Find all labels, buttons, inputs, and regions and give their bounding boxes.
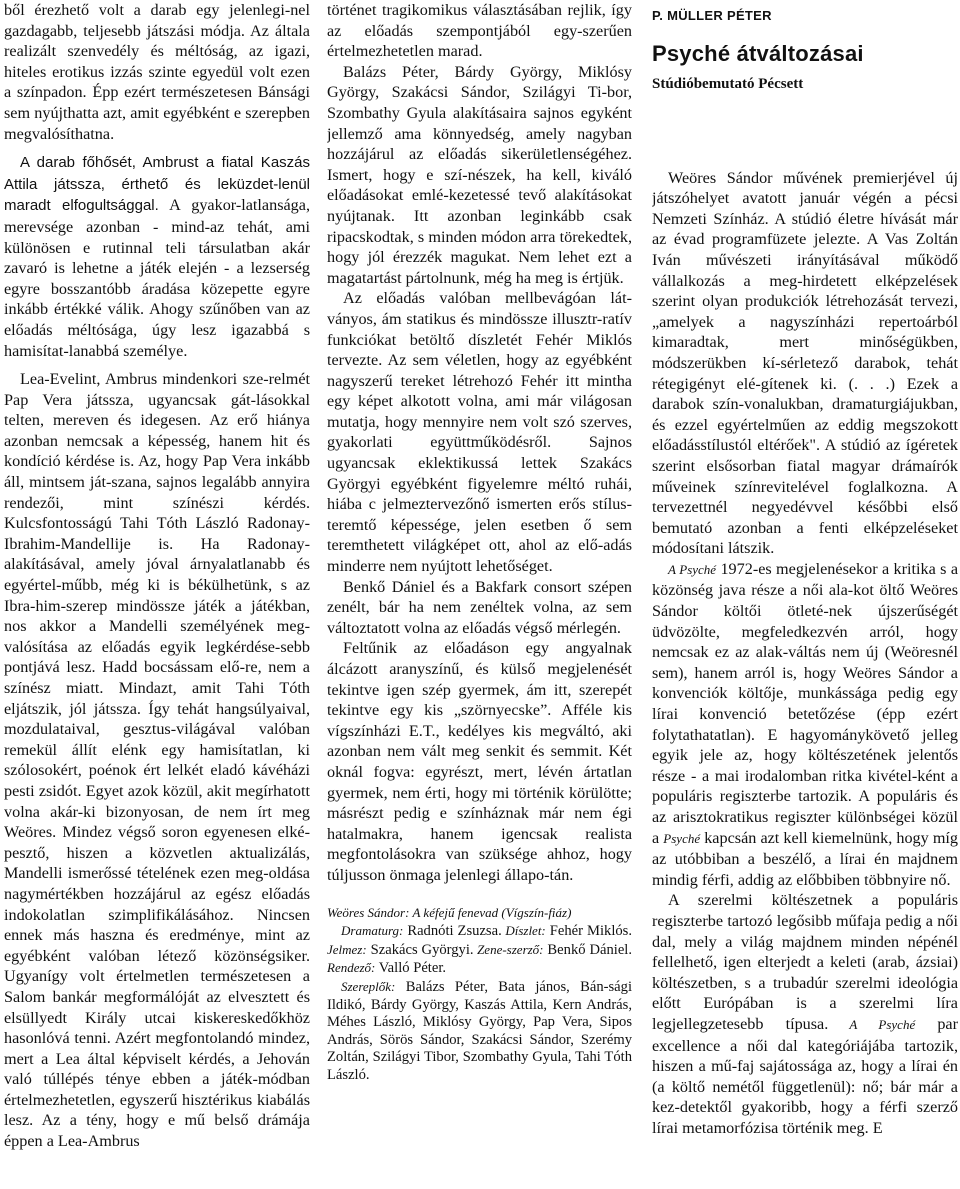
paragraph-text: A gyakor-latlansága, merevsége azonban - mind-az tehát, ami különösen e rutinnal teli társulatban akár zavaró is lehetne a játék elején - a lezserség egyre bosszantóbb áradása közepette egyre inkább értékké válik. Ahogy szűnőben van az előadás méltósága, úgy lesz igazabbá s hamisítat-lanabbá személye. xyxy=(4,196,310,360)
paragraph: A szerelmi költészetnek a populáris regiszterbe tartozó legősibb műfaja pedig a női dal, mely a világ majdnem minden népénél fellelhető, igen elterjedt a keleti (arab, ázsiai) költészetben, s a trubadúr szerelmi ideológia előtt Európában is a szerelmi líra legjellegzetesebb típusa. A Psyché par excellence a női dal kategóriájába tartozik, hiszen a mű-faj sajátossága az, hogy a lírai én (a költő nemétől függetlenül): nő; bár már a kez-detektől gyakoribb, hogy a férfi szerző lírai metamorfózisa történik meg. E xyxy=(652,891,958,1137)
article-subtitle: Stúdióbemutató Pécsett xyxy=(652,75,804,92)
credits-staff: Dramaturg: Radnóti Zsuzsa. Díszlet: Fehér Miklós. Jelmez: Szakács Györgyi. Zene-szerző: Benkő Dániel. Rendező: Valló Péter. xyxy=(327,923,632,977)
credits-play-title: Weöres Sándor: A kéfejű fenevad (Vígszín-fiáz) xyxy=(327,904,572,920)
paragraph: Az előadás valóban mellbevágóan lát-ványos, ám statikus és mindössze illusztr-ratív funkciókat betöltő díszletét Fehér Miklós tervezte. Az sem véletlen, hogy az egyébként nagyszerű tereket létrehozó Fehér itt mintha egy képet alkotott volna, ami már világosan mutatja, hogy mennyire nem volt szó szerves, gyakorlati együttműködésről. Sajnos ugyancsak eklektikussá lettek Szakács Györgyi egyébként figyelemre méltó ruhái, hiába c jelmeztervezőnő ismerten erős stílus-teremtő képessége, jelen esetben ő sem teremthetett világképet ott, ahol az elő-adás minderre nem nyújtott lehetőséget. xyxy=(327,289,632,576)
article-title: Psyché átváltozásai xyxy=(652,40,864,66)
credits-title xyxy=(327,904,632,923)
play-title-italic: Psyché xyxy=(663,830,701,846)
article-author: P. MÜLLER PÉTER xyxy=(652,8,772,23)
credits-cast: Szereplők: Balázs Péter, Bata jános, Bán-sági Ildikó, Bárdy György, Kaszás Attila, Kern András, Méhes László, Miklósy György, Pap Vera, Sipos András, Sörös Sándor, Szakácsi Sándor, Szerémy Zoltán, Szilágyi Tibor, Szombathy Gyula, Tahi Tóth László. xyxy=(327,978,632,1083)
article-column-left xyxy=(4,0,310,1189)
play-title-italic: A Psyché xyxy=(668,561,717,577)
paragraph-lead-sans: A darab főhősét, Ambrust a fiatal Kaszás Attila játssza, érthető és leküzdet-lenül maradt elfogultsággal. xyxy=(4,154,310,215)
paragraph: Benkő Dániel és a Bakfark consort szépen zenélt, bár ha nem zenéltek volna, az sem változtatott volna az előadás végső mérlegén. xyxy=(327,577,632,637)
paragraph: A Psyché 1972-es megjelenésekor a kritika s a közönség java része a női ala-kot öltő Weöres Sándor költői ötleté-nek újszerűségét üdvözölte, megfeledkezvén arról, hogy nemcsak ez az alak-váltás nem új (Weöresnél sem), hanem arról is, hogy Weöres Sándor a konvenciók költője, munkássága pedig egy lírai konvenció betetőzése (épp ezért folytathatatlan). E hagyománykövető jelleg egyik jele az, hogy költészetének jelentős része - a mai irodalomban ritka kivétel-ként a populáris regiszterbe tartozik. A populáris és az arisztokratikus regiszter különbségei közül a Psyché kapcsán azt kell kiemelnünk, hogy míg az utóbbiban a beszélő, a lírai én majdnem mindig férfi, addig az előbbiben többnyire nő. xyxy=(652,559,958,889)
paragraph: Balázs Péter, Bárdy György, Miklósy György, Szakácsi Sándor, Szilágyi Ti-bor, Szombathy Gyula alakításaira sajnos egyként jellemző ama könnyedség, amely nagyban hozzájárul az előadás sikerületlenségéhez. Ismert, hogy e szí-nészek, ha kell, kiváló előadásokat emlé-kezetessé tevő alakításokat nyújtanak. Itt azonban leginkább csak ripacskodtak, s minden módon arra törekedtek, hogy jól érezzék magukat. Nem lehet ezt a magatartást pártolnunk, még ha meg is értjük. xyxy=(327,62,632,287)
paragraph xyxy=(4,152,310,361)
paragraph: Feltűnik az előadáson egy angyalnak álcázott aranyszínű, és külső megjelenését tekintve igen szép gyermek, ám itt, szerepét tekintve egy kis „szörnyecske”. Afféle kis vígszínházi E.T., kedélyes kis megváltó, aki azonban nem vált meg senkit és semmit. Két oknál fogva: egyrészt, mert, lévén ártatlan gyermek, nem érti, hogy mi történik körülötte; másrészt pedig e színháznak már nem égi hatalmakra, hanem igencsak realista megfontolásokra van szüksége ahhoz, hogy túljusson önmaga jelenlegi állapo-tán. xyxy=(327,639,632,884)
paragraph: történet tragikomikus választásában rejlik, így az előadás szempontjából egy-szerűen értelmezhetetlen marad. xyxy=(327,1,632,61)
paragraph: ből érezhető volt a darab egy jelenlegi-nel gazdagabb, teljesebb játszási módja. Az általa realizált szenvedély és méltóság, az igazi, hiteles erotikus izzás szinte egyedül volt ezen a színpadon. Épp ezért természetesen Bánsági sem nyújthatta azt, amit egyébként e szerepben megvalósíthatna. xyxy=(4,1,310,143)
production-credits xyxy=(327,904,632,1085)
paragraph: Lea-Evelint, Ambrus mindenkori sze-relmét Pap Vera játssza, ugyancsak gát-lásokkal telten, mereven és idegesen. Az erő hiánya azonban nemcsak a képesség, hanem hit és kondíció kérdése is. Az, hogy Pap Vera inkább áll, mintsem ját-szana, sajnos legalább annyira rendezői, mint színészi kérdés. Kulcsfontosságú Tahi Tóth László Radonay-Ibrahim-Mandellije is. Ha Radonay-alakításával, amely jóval árnyalatlanabb és egyértel-műbb, még ki is békülhetünk, s az Ibra-him-szerep mindössze játék a játékban, nos akkor a Mandelli személyének meg-valósítása az előadás egyik legkérdése-sebb pontjává lesz. Hadd bocsássam elő-re, nem a színész miatt. Mindazt, amit Tahi Tóth eljátszik, jól játssza. Így tehát hangsúlyaival, mozdulataival, gesztus-világával valóban remekül állít elénk egy hamisítatlan, ki szólosokért, poénok ért lelkét eladó kávéházi pesti zsidót. Egyet azok közül, akit megírhatott volna akár-ki bizonyosan, de nem írt meg Weöres. Mindez végső soron egyenesen elké-pesztő, hiszen a közvetlen aktualizálás, Mandelli ismerőssé tételének ezen meg-oldása nagymértékben hozzájárul az egész előadás indokolatlan szimplifikálásához. Nincsen ennek más haszna és eredménye, mint az egyébként valóban létező közönségsiker. Ugyanígy volt értelmetlen természetesen a Salom bankár megformálóját az elvesztett és elsüllyedt Király utcai kiskereskedőkhöz hasonlóvá tenni. Azért megfontolandó mindez, mert a Lea által képviselt kérdés, a Jehován való túllépés ténye ebben a játék-módban értelmezhetetlen, egyszerű hisztérikus kiabálás lesz. Az a tény, hogy e mű belső drámája éppen a Lea-Ambrus xyxy=(4,370,310,1151)
article-column-middle xyxy=(327,0,632,1189)
article-column-right xyxy=(652,0,958,1189)
play-title-italic: A Psyché xyxy=(828,1016,916,1032)
paragraph: Weöres Sándor művének premierjével új játszóhelyet avatott január végén a pécsi Nemzeti Színház. A stúdió életre hívását már az évad programfüzete jelezte. A Vas Zoltán Iván művészeti irányításával működő vállalkozás a meg-hirdetett elképzelések szerint olyan produkciók létrehozását tervezi, „amelyek a nagyszínházi repertoárból kimaradtak, mert minőségükben, módszerükben kí-sérletező darabok, tehát rétegigényt elé-gítenek ki. (. . .) Ezek a darabok szín-vonalukban, dramaturgiájukban, és ezzel egyértelműen az eddig megszokott előadásstílustól eltérőek". A stúdió az ígéretek szerint elsősorban fiatal magyar drámaírók műveinek színrevitelével foglalkozna. A tervezettnél negyedévvel későbbi első bemutató azonban a fenti elképzeléseket módosítani látszik. xyxy=(652,168,958,558)
